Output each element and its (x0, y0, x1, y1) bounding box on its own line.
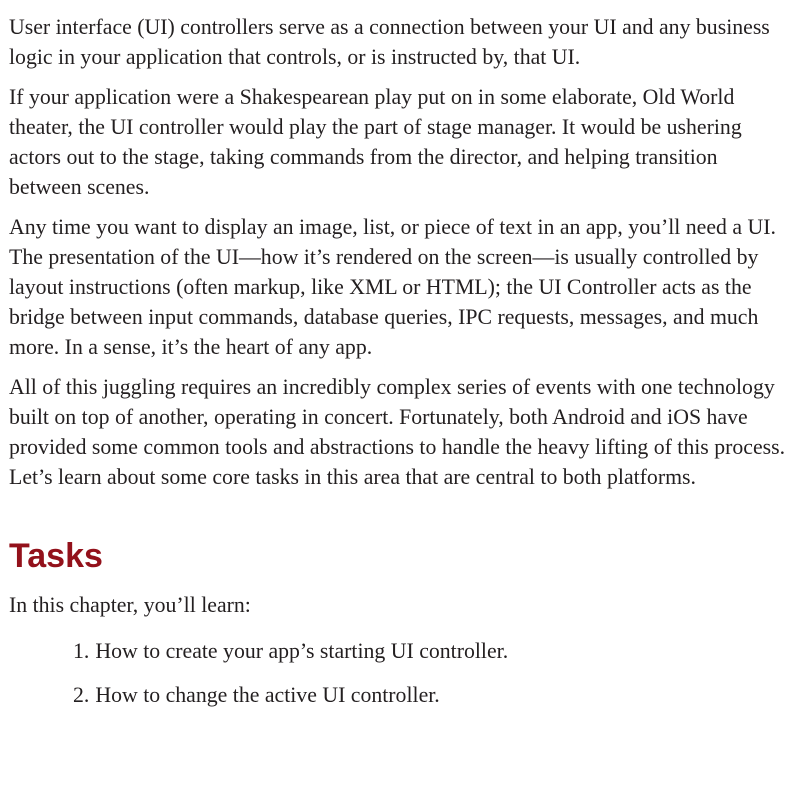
body-paragraph-1: User interface (UI) controllers serve as a connection between your UI and any business logic in your application that controls, or is instructed by, that UI. (9, 15, 770, 69)
list-item (73, 636, 792, 666)
list-item-number: 1. (73, 639, 90, 663)
task-list (9, 636, 792, 710)
body-paragraph-3: Any time you want to display an image, list, or piece of text in an app, you’ll need a UI. The presentation of the UI—how it’s rendered on the screen—is usually controlled by layout instructions (often markup, like XML or HTML); the UI Controller acts as the bridge between input commands, database queries, IPC requests, messages, and much more. In a sense, it’s the heart of any app. (9, 215, 776, 359)
list-item (73, 680, 792, 710)
body-paragraph-2: If your application were a Shakespearean play put on in some elaborate, Old World theater, the UI controller would play the part of stage manager. It would be ushering actors out to the stage, taking commands from the director, and helping transition between scenes. (9, 85, 742, 199)
list-item-text: How to change the active UI controller. (95, 683, 440, 707)
body-paragraph-4: All of this juggling requires an incredibly complex series of events with one technology built on top of another, operating in concert. Fortunately, both Android and iOS have provided some common tools and abstractions to handle the heavy lifting of this process. Let’s learn about some core tasks in this area that are central to both platforms. (9, 375, 786, 489)
section-intro: In this chapter, you’ll learn: (9, 593, 251, 617)
list-item-number: 2. (73, 683, 90, 707)
section-heading: Tasks (9, 537, 103, 575)
list-item-text: How to create your app’s starting UI controller. (95, 639, 509, 663)
